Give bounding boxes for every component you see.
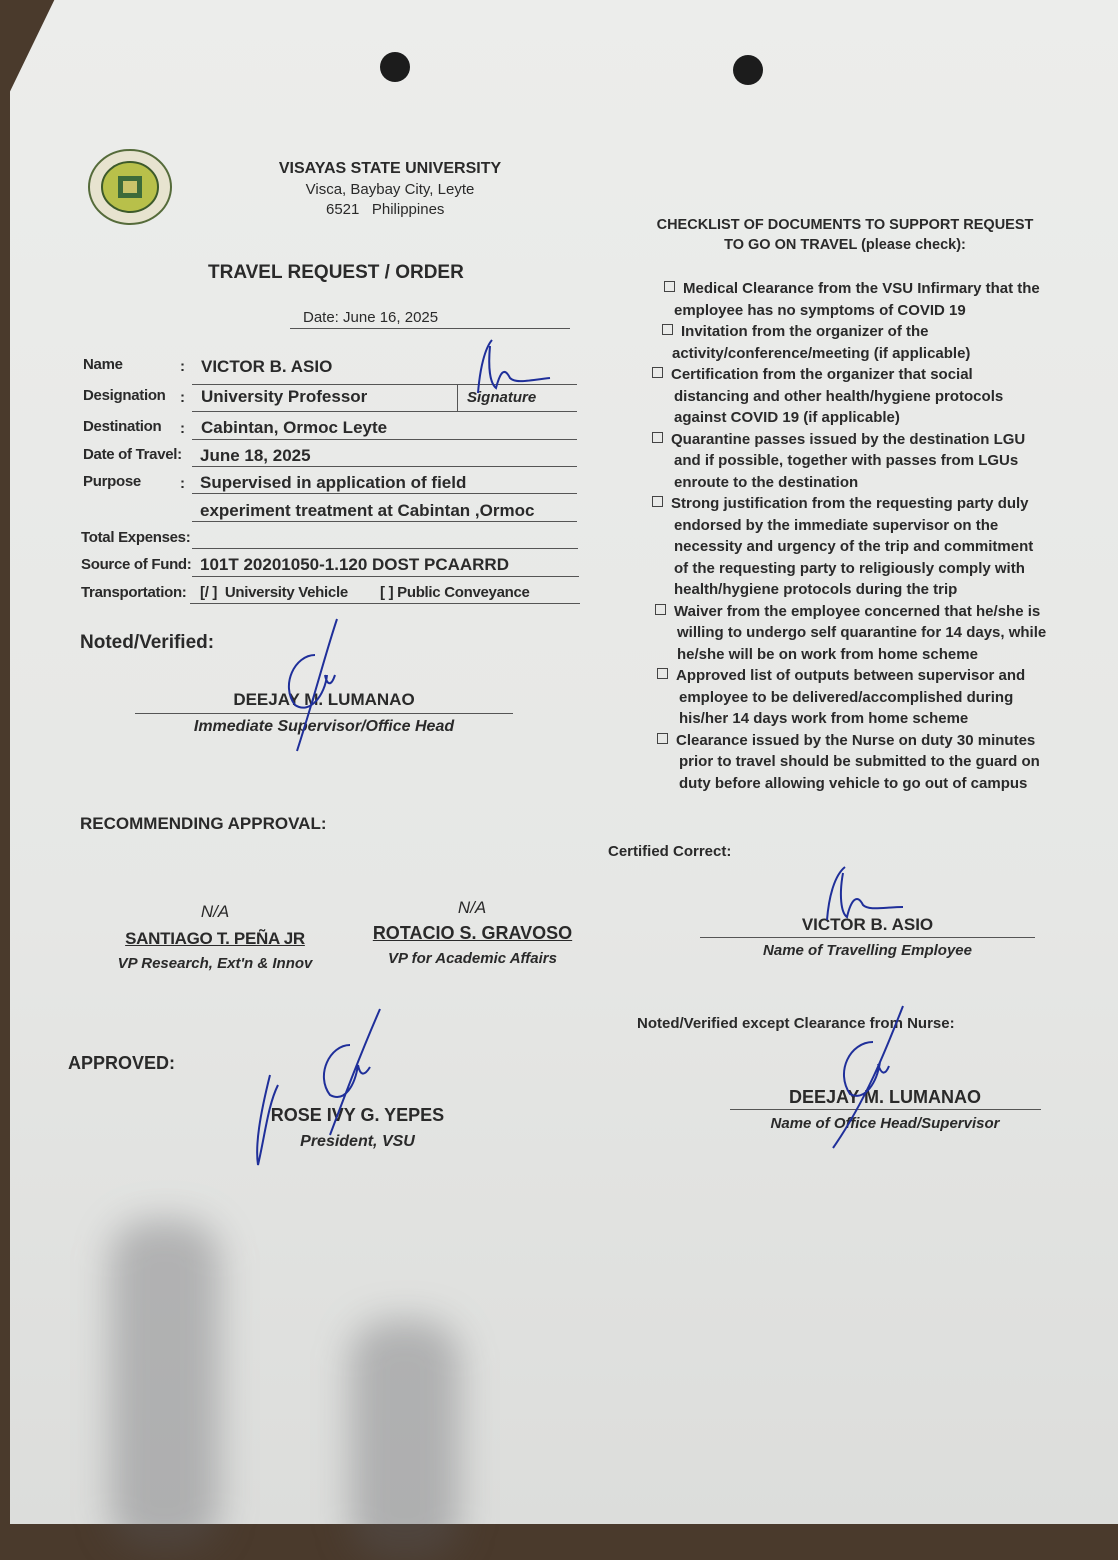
checklist-item-text: endorsed by the immediate supervisor on the (674, 516, 999, 534)
university-postal: 6521 Philippines (326, 201, 445, 218)
university-address: Visca, Baybay City, Leyte (305, 181, 475, 198)
checklist-item-text: Certification from the organizer that social (671, 366, 973, 383)
office-head-role: Name of Office Head/Supervisor (770, 1115, 1000, 1132)
date-of-travel-label: Date of Travel: (83, 446, 182, 463)
checklist-item (664, 278, 1104, 321)
checklist-item (655, 601, 1095, 666)
checklist-item (657, 730, 1097, 795)
checklist-item-text: prior to travel should be submitted to the guard on (679, 753, 1040, 770)
source-of-fund-label: Source of Fund: (81, 556, 192, 573)
destination-label: Destination (83, 418, 162, 435)
vp-research-note: N/A (200, 902, 230, 921)
source-of-fund-value: 101T 20201050-1.120 DOST PCAARRD (200, 555, 509, 574)
signature-deejay-1 (275, 615, 355, 755)
destination-value: Cabintan, Ormoc Leyte (201, 418, 388, 437)
vp-academic-name: ROTACIO S. GRAVOSO (372, 923, 573, 943)
checklist-item-text: Waiver from the employee concerned that he/she is (674, 602, 1041, 620)
vp-academic-role: VP for Academic Affairs (388, 950, 557, 967)
noted-except-label: Noted/Verified except Clearance from Nurse: (637, 1015, 955, 1032)
signature-victor-top (470, 338, 560, 398)
purpose-label: Purpose (83, 473, 141, 490)
checklist (652, 278, 1092, 794)
transportation-public-conveyance: [ ] Public Conveyance (380, 584, 530, 601)
vp-research-name: SANTIAGO T. PEÑA JR (125, 929, 305, 948)
checklist-item-text: Strong justification from the requesting party duly (671, 495, 1029, 512)
signature-victor-certified (815, 865, 905, 925)
checklist-item-text: employee has no symptoms of COVID 19 (674, 301, 966, 319)
checklist-item-text: Clearance issued by the Nurse on duty 30 minutes (676, 731, 1036, 749)
president-name: ROSE IVY G. YEPES (270, 1105, 445, 1125)
punch-hole (380, 52, 410, 82)
checklist-item-text: Approved list of outputs between supervisor and (676, 667, 1026, 684)
purpose-value: Supervised in application of field (200, 473, 467, 492)
checklist-item-text: distancing and other health/hygiene protocols (674, 387, 1004, 405)
checkbox[interactable] (657, 668, 668, 679)
designation-value: University Professor (201, 387, 368, 406)
designation-label: Designation (83, 387, 166, 404)
checklist-item-text: Quarantine passes issued by the destination LGU (671, 430, 1026, 448)
checklist-item-text: duty before allowing vehicle to go out of campus (679, 774, 1028, 792)
recommending-label: RECOMMENDING APPROVAL: (80, 814, 327, 833)
total-expenses-label: Total Expenses: (81, 529, 191, 546)
name-value: VICTOR B. ASIO (201, 357, 333, 376)
checkbox[interactable] (652, 367, 663, 378)
destination-colon: : (180, 420, 185, 437)
checklist-item-text: activity/conference/meeting (if applicable) (672, 344, 971, 362)
checklist-item-text: health/hygiene protocols during the trip (674, 581, 958, 598)
approved-label: APPROVED: (68, 1053, 176, 1073)
checkbox[interactable] (662, 324, 673, 335)
checklist-item-text: against COVID 19 (if applicable) (674, 409, 900, 426)
checklist-item (662, 321, 1102, 364)
form-title: TRAVEL REQUEST / ORDER (208, 262, 464, 283)
traveller-role: Name of Travelling Employee (763, 942, 972, 959)
date-of-travel-value: June 18, 2025 (200, 446, 311, 465)
checklist-item-text: Invitation from the organizer of the (681, 323, 929, 340)
president-role: President, VSU (300, 1133, 415, 1150)
checkbox[interactable] (657, 733, 668, 744)
checklist-item-text: Medical Clearance from the VSU Infirmary that the (683, 280, 1040, 297)
checklist-item-text: and if possible, together with passes from LGUs (674, 452, 1019, 469)
form-date: Date: June 16, 2025 (303, 309, 439, 326)
checkbox[interactable] (664, 281, 675, 292)
punch-hole (733, 55, 763, 85)
transportation-label: Transportation: (81, 584, 187, 601)
supervisor-role: Immediate Supervisor/Office Head (193, 718, 455, 735)
university-seal-logo (88, 148, 172, 224)
vp-research-role: VP Research, Ext'n & Innov (117, 955, 313, 972)
noted-label: Noted/Verified: (80, 632, 215, 653)
checkbox[interactable] (652, 496, 663, 507)
checklist-item (657, 665, 1097, 730)
transportation-university-vehicle: [/ ] University Vehicle (200, 584, 348, 601)
checklist-item (652, 429, 1092, 494)
certified-label: Certified Correct: (608, 843, 732, 860)
vp-academic-note: N/A (457, 898, 487, 917)
checklist-title: CHECKLIST OF DOCUMENTS TO SUPPORT REQUEST (656, 217, 1034, 233)
name-colon: : (180, 358, 185, 375)
signature-label: Signature (467, 389, 537, 406)
checkbox[interactable] (655, 604, 666, 615)
supervisor-name: DEEJAY M. LUMANAO (233, 690, 415, 709)
checklist-item-text: necessity and urgency of the trip and commitment (674, 538, 1034, 555)
traveller-name: VICTOR B. ASIO (801, 915, 934, 934)
checklist-item-text: his/her 14 days work from home scheme (679, 710, 969, 727)
checklist-item-text: he/she will be on work from home scheme (677, 645, 978, 663)
purpose-colon: : (180, 475, 185, 492)
signature-president (250, 1005, 390, 1170)
name-label: Name (83, 356, 123, 373)
checklist-item-text: willing to undergo self quarantine for 14 days, while (677, 624, 1047, 641)
checklist-item-text: employee to be delivered/accomplished during (679, 688, 1014, 706)
checklist-item-text: enroute to the destination (674, 473, 859, 491)
checkbox[interactable] (652, 432, 663, 443)
checklist-item-text: of the requesting party to religiously comply with (674, 559, 1025, 577)
university-name: VISAYAS STATE UNIVERSITY (278, 160, 502, 177)
checklist-item (652, 493, 1092, 601)
office-head-name: DEEJAY M. LUMANAO (788, 1087, 982, 1107)
designation-colon: : (180, 389, 185, 406)
finger-shadow (110, 1220, 220, 1550)
purpose-value-line2: experiment treatment at Cabintan ,Ormoc (200, 501, 535, 520)
signature-deejay-2 (825, 1002, 915, 1152)
checklist-subtitle: TO GO ON TRAVEL (please check): (724, 237, 966, 253)
finger-shadow (350, 1320, 460, 1560)
checklist-item (652, 364, 1092, 429)
